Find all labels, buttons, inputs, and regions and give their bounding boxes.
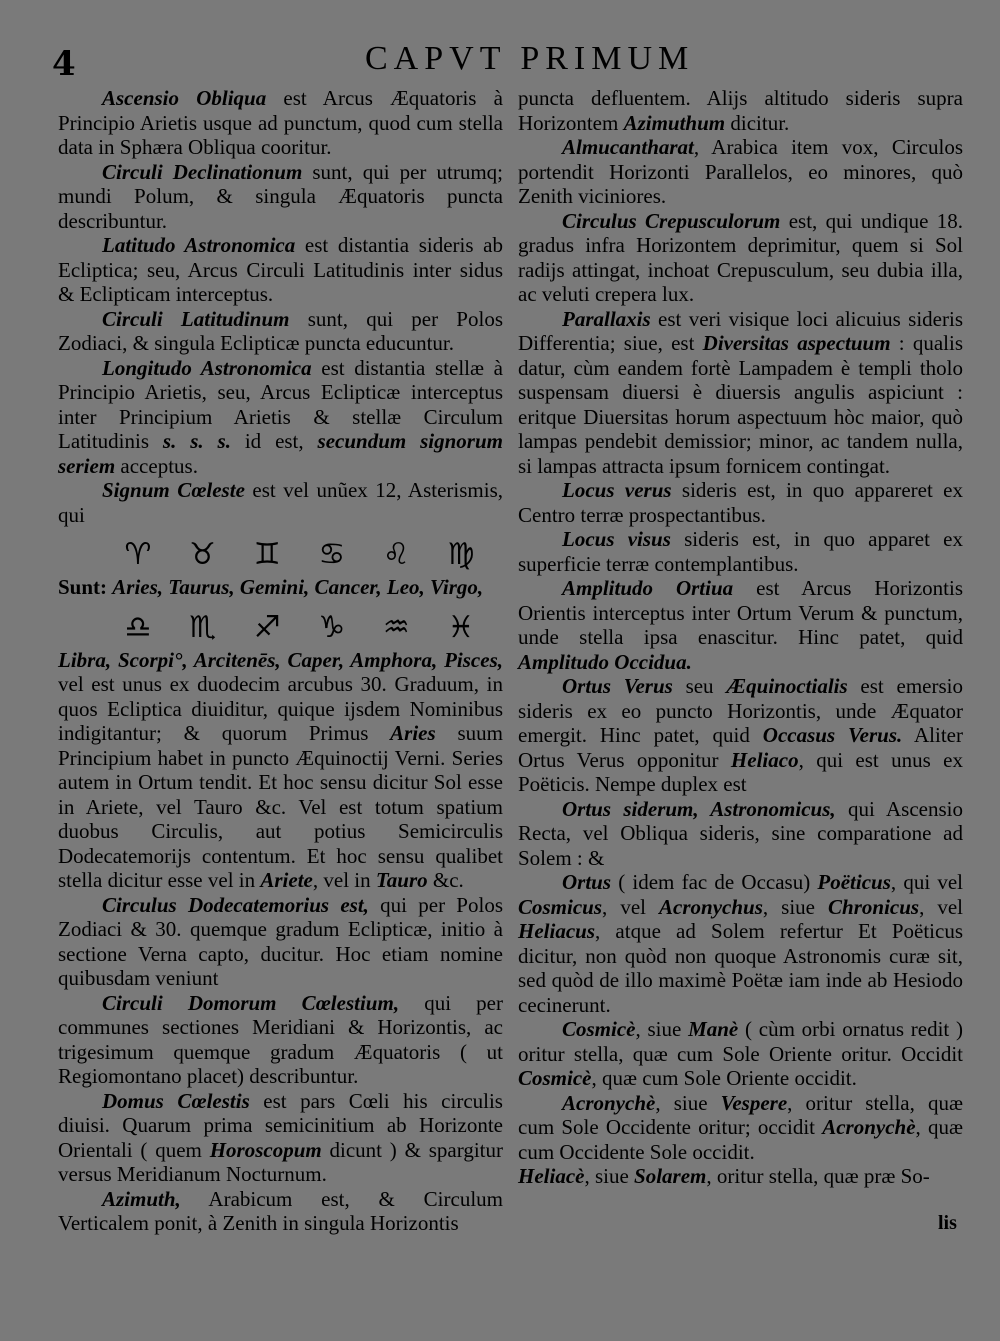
aquarius-sign-icon: ♒ [382, 609, 410, 645]
running-title: CAPVT PRIMUM [365, 40, 695, 77]
emphasis: Horoscopum [209, 1137, 322, 1162]
aries-sign-icon: ♈ [124, 537, 152, 572]
term-circulus-dodecatemorius: Circulus Dodecatemorius est, [102, 892, 369, 917]
term-amplitudo-ortiua: Amplitudo Ortiua [562, 576, 734, 600]
term-azimuth: Azimuth, [102, 1186, 181, 1211]
definition-text: , quæ cum Occidente Sole occidit. [518, 1115, 963, 1164]
emphasis: Aries [390, 721, 436, 745]
emphasis: Solarem [634, 1164, 707, 1188]
definition-text: , atque ad Solem refertur Et Poëticus dicitur, non quòd non quoque Astronomis curæ sit, sed quòd de illo maximè Poëtæ iam inde ab Hesiodo cecinerunt. [518, 919, 963, 1017]
page-number: 4 [52, 44, 76, 84]
term-ortus-siderum: Ortus siderum, Astronomicus, [562, 796, 836, 821]
libra-sign-icon: ♎ [124, 609, 152, 645]
term-circuli-domorum: Circuli Domorum Cœlestium, [102, 990, 400, 1015]
sagittarius-sign-icon: ♐ [253, 609, 281, 645]
emphasis: Ariete [260, 868, 313, 892]
term-ortus: Ortus [562, 870, 612, 894]
emphasis: Chronicus [828, 894, 920, 919]
definition-text: est vel unũex 12, Asterismis, qui [58, 478, 503, 527]
cancer-sign-icon: ♋ [318, 537, 346, 572]
entry-circulus-crepusculorum [518, 209, 963, 307]
definition-text: , vel [919, 894, 964, 919]
definition-text: Arabicum est, & Circulum Verticalem ponit, à Zenith in singula Horizontis [58, 1186, 503, 1235]
definition-text: , vel in [312, 868, 376, 892]
definition-text: , quæ cum Sole Oriente occidit. [591, 1066, 857, 1090]
emphasis: Heliaco [730, 747, 799, 772]
zodiac-signs-bottom [58, 600, 503, 648]
emphasis: Cosmicus [518, 894, 603, 919]
emphasis: Acronychus [659, 894, 763, 919]
emphasis: Occasus Verus. [762, 723, 903, 747]
emphasis: Poëticus [817, 870, 891, 894]
entry-almucantharat [518, 135, 963, 209]
definition-text: est Arcus Æquatoris à Principio Arietis usque ad punctum, quod cum stella data in Sphæra Obliqua cooritur. [58, 86, 503, 159]
entry-ortus-poeticus [518, 870, 963, 1017]
azimuth-continuation [518, 86, 963, 135]
definition-text: Aliter Ortus Verus opponitur [518, 723, 963, 772]
zodiac-names: Libra, Scorpi°, Arcitenēs, Caper, Amphora, Pisces, [58, 647, 503, 672]
entry-locus-visus [518, 527, 963, 576]
catchword: lis [938, 1212, 957, 1234]
term-domus-coelestis: Domus Cœlestis [102, 1088, 250, 1113]
definition-text: id est, [230, 429, 318, 453]
definition-text: ( cùm orbi ornatus redit ) oritur stella, quæ cum Sole Oriente oritur. Occidit [518, 1017, 964, 1066]
entry-circuli-domorum [58, 991, 503, 1089]
term-circulus-crepusculorum: Circulus Crepusculorum [562, 208, 781, 233]
definition-text: sunt, qui per Polos Zodiaci, & singula Eclipticæ puncta educuntur. [58, 306, 503, 355]
capricorn-sign-icon: ♑ [318, 609, 346, 645]
term-circuli-latitudinum: Circuli Latitudinum [102, 306, 290, 331]
definition-text: est distantia sideris ab Ecliptica; seu, Arcus Circuli Latitudinis inter sidus & Eclipticam interceptus. [58, 233, 503, 306]
emphasis: Acronychè [822, 1115, 916, 1139]
definition-text: qui per communes sectiones Meridiani & Horizontis, ac trigesimum quemque gradum Æquatoris ( ut Regiomontano placet) describuntur. [58, 990, 503, 1088]
gemini-sign-icon: ♊ [253, 537, 281, 572]
definition-text: est, qui undique 18. gradus infra Horizontem deprimitur, quem si Sol radijs attingat, inchoat Crepusculum, seu dubia illa, ac veluti crepera lux. [518, 208, 963, 306]
definition-text: &c. [427, 868, 464, 892]
emphasis: Diversitas aspectuum [702, 331, 891, 355]
term-ascensio-obliqua: Ascensio Obliqua [102, 86, 267, 110]
entry-amplitudo-ortiua [518, 576, 963, 674]
entry-heliace [518, 1164, 963, 1189]
entry-azimuth [58, 1187, 503, 1236]
definition-text: , siue [635, 1017, 689, 1041]
definition-text: sunt, qui per utrumq; mundi Polum, & singula Æquatoris puncta describuntur. [58, 159, 503, 233]
definition-text: suum Principium habet in puncto Æquinoctij Verni. Series autem in Ortum tendit. Et hoc sensu dicitur Sol esse in Ariete, vel Tauro &c. Vel est totum spatium duobus Circulis, aut potius Semicirculis Dodecatemorijs contentum. Et hoc sensu qualibet stella dicitur esse vel in [58, 721, 503, 892]
term-locus-verus: Locus verus [562, 478, 672, 502]
definition-text: , Arabica item vox, Circulos portendit Horizonti Parallelos, eo minores, quò Zenith viciniores. [518, 135, 963, 208]
definition-text: , vel [602, 894, 660, 919]
definition-text: est distantia stellæ à Principio Arietis, seu, Arcus Eclipticæ interceptus inter Principium Arietis & stellæ Circulum Latitudinis [58, 355, 503, 453]
scorpio-sign-icon: ♏ [189, 609, 217, 645]
emphasis: Tauro [375, 868, 428, 892]
entry-locus-verus [518, 478, 963, 527]
term-signum-coeleste: Signum Cœleste [102, 478, 245, 502]
definition-text: acceptus. [115, 453, 198, 478]
entry-cosmice [518, 1017, 963, 1091]
left-column [58, 86, 503, 1236]
definition-text: , siue [762, 894, 829, 919]
definition-text: sideris est, in quo appareret ex Centro terræ prospectantibus. [518, 478, 963, 527]
right-column [518, 86, 963, 1189]
emphasis: Heliacus [518, 919, 595, 943]
definition-text: est veri visique loci alicuius sideris Differentia; siue, est [518, 306, 963, 355]
definition-text: sideris est, in quo apparet ex superficie terræ contemplantibus. [518, 527, 963, 576]
emphasis: Cosmicè [518, 1066, 592, 1090]
definition-text: , qui vel [890, 870, 964, 894]
definition-text: est Arcus Horizontis Orientis interceptus inter Ortum Verum & punctum, unde stella ipsa enascitur. Hinc patet, quid [518, 576, 963, 649]
entry-signum-coeleste [58, 478, 503, 527]
zodiac-signs-top [58, 527, 503, 575]
leo-sign-icon: ♌ [382, 537, 410, 572]
emphasis: Amplitudo Occidua. [518, 649, 692, 674]
zodiac-names-top [58, 575, 503, 600]
page-header [0, 40, 1000, 88]
term-circuli-declinationum: Circuli Declinationum [102, 159, 303, 184]
definition-text: vel est unus ex duodecim arcubus 30. Graduum, in quos Ecliptica diuiditur, quique ijsdem Nominibus indigitantur; & quorum Primus [58, 672, 503, 745]
term-latitudo-astronomica: Latitudo Astronomica [102, 233, 296, 257]
definition-text: dicitur. [725, 110, 790, 135]
pisces-sign-icon: ♓ [447, 609, 475, 645]
entry-longitudo-astronomica [58, 356, 503, 479]
term-cosmice: Cosmicè [562, 1017, 636, 1041]
definition-text: qui Ascensio Recta, vel Obliqua sideris, sine comparatione ad Solem : & [518, 796, 963, 870]
term-acronyche: Acronychè [562, 1090, 656, 1115]
definition-text: dicunt ) & spargitur versus Meridianum Nocturnum. [58, 1137, 503, 1186]
term-ortus-verus: Ortus Verus [562, 674, 673, 698]
term-longitudo-astronomica: Longitudo Astronomica [102, 355, 312, 380]
zodiac-names-bottom-paragraph [58, 648, 503, 893]
term-parallaxis: Parallaxis [562, 306, 651, 331]
entry-parallaxis [518, 307, 963, 479]
definition-text: , siue [584, 1164, 635, 1188]
emphasis: Manè [688, 1017, 739, 1041]
definition-text: , oritur stella, quæ præ So- [706, 1164, 930, 1188]
definition-text: puncta defluentem. Alijs altitudo sideris supra Horizontem [518, 86, 963, 135]
definition-text: est pars Cœli his circulis diuisi. Quarum prima semicinitium ab Horizonte Orientali ( quem [58, 1088, 503, 1162]
definition-text: , qui est unus ex Poëticis. Nempe duplex est [518, 747, 964, 796]
definition-text: qui per Polos Zodiaci & 30. quemque gradum Eclipticæ, initio à sectione Verna capto, ducitur. Hoc etiam nomine quibusdam veniunt [58, 892, 503, 990]
entry-ortus-siderum [518, 797, 963, 871]
term-heliace: Heliacè [518, 1164, 585, 1188]
entry-circulus-dodecatemorius [58, 893, 503, 991]
entry-latitudo-astronomica [58, 233, 503, 307]
sunt-label: Sunt: [58, 575, 113, 599]
entry-circuli-declinationum [58, 160, 503, 234]
emphasis: secundum signorum seriem [58, 429, 503, 478]
term-locus-visus: Locus visus [562, 527, 671, 551]
emphasis: Vespere [720, 1090, 788, 1115]
definition-text: : qualis datur, cùm eandem fortè Lampadem è templi tholo suspensam diuersi è diuersis angulis aspiciunt : eritque Diuersitas horum aspectuum hòc maior, quò lampas pendebit demissior; minor, ac tandem nulla, si lampas attracta ipsum fornicem contingat. [518, 331, 964, 478]
emphasis: Azimuthum [623, 110, 726, 135]
abbreviation: s. s. s. [162, 429, 231, 453]
emphasis: Æquinoctialis [726, 674, 848, 698]
definition-text: , oritur stella, quæ cum Sole Occidente oritur; occidit [518, 1090, 964, 1139]
entry-circuli-latitudinum [58, 307, 503, 356]
taurus-sign-icon: ♉ [189, 537, 217, 572]
definition-text: , siue [655, 1090, 721, 1115]
entry-ortus-verus [518, 674, 963, 797]
definition-text: seu [672, 674, 727, 698]
entry-acronyche [518, 1091, 963, 1165]
entry-ascensio-obliqua [58, 86, 503, 160]
definition-text: est emersio sideris ex eo puncto Horizontis, unde Æquator emergit. Hinc patet, quid [518, 674, 963, 747]
entry-domus-coelestis [58, 1089, 503, 1187]
zodiac-names: Aries, Taurus, Gemini, Cancer, Leo, Virgo, [112, 575, 484, 599]
term-almucantharat: Almucantharat [562, 135, 694, 159]
definition-text: ( idem fac de Occasu) [611, 870, 818, 894]
virgo-sign-icon: ♍ [447, 537, 475, 572]
